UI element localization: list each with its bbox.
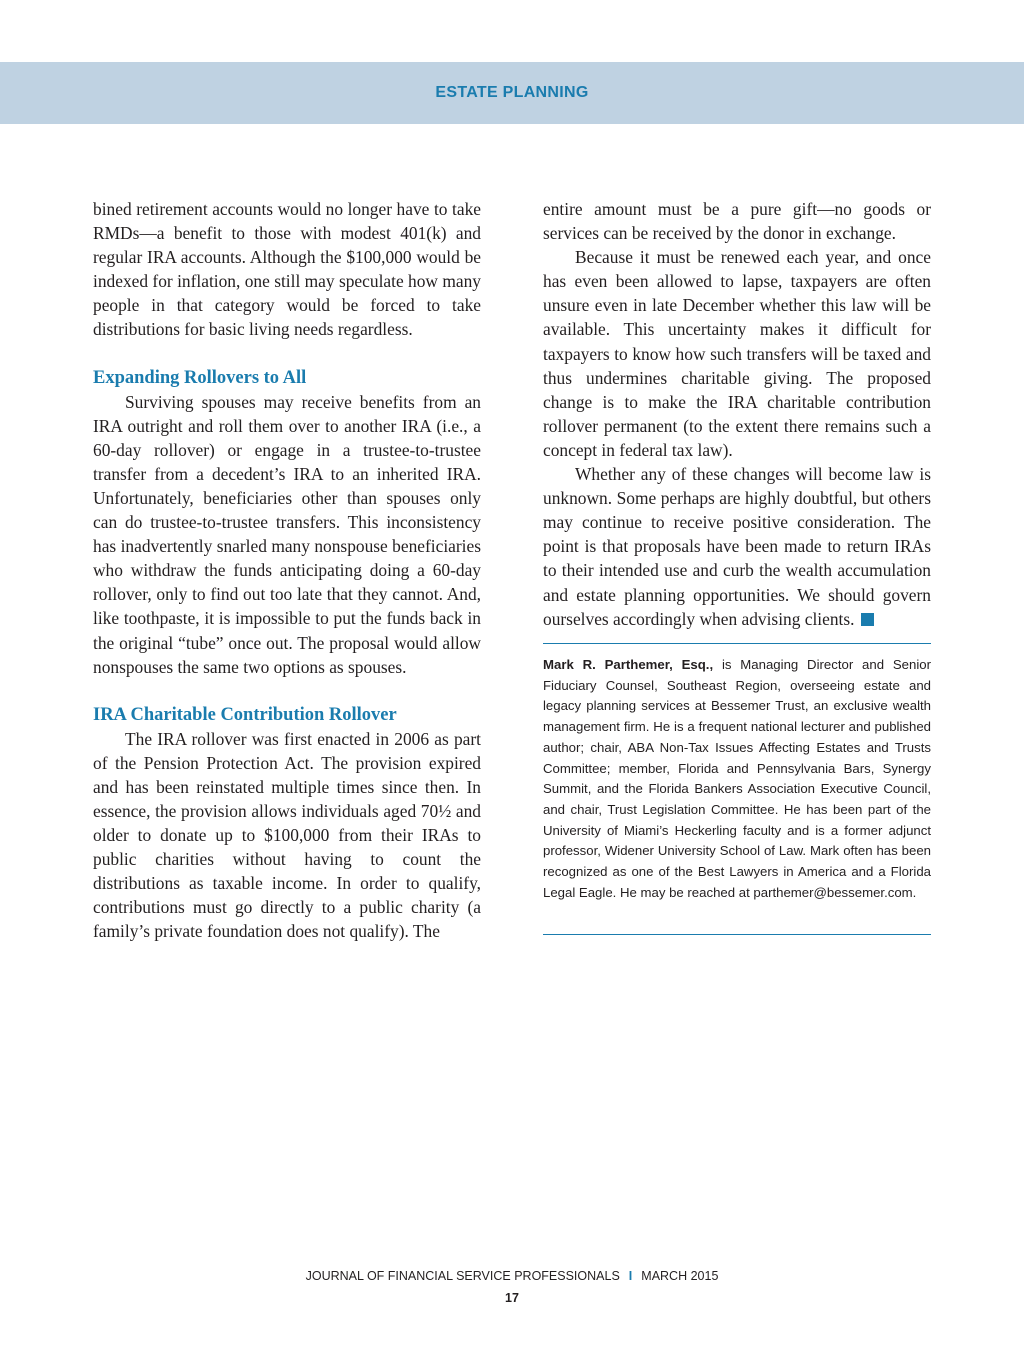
issue-date: MARCH 2015 [641,1269,719,1283]
right-column [543,197,931,631]
expanding-rollovers-paragraph: Surviving spouses may receive benefits from an IRA outright and roll them over to another IRA (i.e., a 60-day rollover) or engage in a trustee-to-trustee transfer from a decedent’s IRA to an inherited IRA. Unfortunately, beneficiaries other than spouses only can do trustee-to-trustee transfers. This inconsistency has inadvertently snarled many nonspouse beneficiaries who withdraw the funds anticipating doing a 60-day rollover, only to find out too late that they cannot. And, like toothpaste, it is impossible to put the funds back in the original “tube” once out. The proposal would allow nonspouses the same two options as spouses. [93,391,481,677]
conclusion-paragraph [543,462,931,631]
end-mark-icon [861,613,874,626]
ira-charitable-paragraph: The IRA rollover was first enacted in 2006 as part of the Pension Protection Act. The provision expired and has been reinstated multiple times since then. In essence, the provision allows individuals aged 70½ and older to donate up to $100,000 from their IRAs to public charities without having to count the distributions as taxable income. In order to qualify, contributions must go directly to a public charity (a family’s private foundation does not qualify). The [93,728,481,942]
author-name: Mark R. Parthemer, Esq., [543,657,714,672]
footer [0,1269,1024,1283]
continuation-paragraph: entire amount must be a pure gift—no goods or services can be received by the donor in exchange. [543,199,931,244]
author-bio-text: is Managing Director and Senior Fiduciary Counsel, Southeast Region, overseeing estate and legacy planning services at Bessemer Trust, an exclusive wealth management firm. He is a frequent national lecturer and published author; chair, ABA Non-Tax Issues Affecting Estates and Trusts Committee; member, Florida and Pennsylvania Bars, Synergy Summit, and the Florida Bankers Association Executive Council, and chair, Trust Legislation Committee. He has been part of the University of Miami’s Heckerling faculty and is a former adjunct professor, Widener University School of Law. Mark often has been recognized as one of the Best Lawyers in America and a Florida Legal Eagle. He may be reached at parthemer@bessemer.com. [543,657,931,900]
bio-top-rule [543,643,931,644]
bio-bottom-rule [543,934,931,935]
page-number: 17 [505,1291,519,1305]
journal-name: JOURNAL OF FINANCIAL SERVICE PROFESSIONALS [305,1269,620,1283]
section-heading-expanding-rollovers: Expanding Rollovers to All [93,367,307,388]
conclusion-text: Whether any of these changes will become law is unknown. Some perhaps are highly doubtful, but others may continue to receive positive consideration. The point is that proposals have been made to return IRAs to their intended use and curb the wealth accumulation and estate planning opportunities. We should govern ourselves accordingly when advising clients. [543,464,931,629]
section-label: ESTATE PLANNING [435,84,589,101]
section-heading-ira-charitable: IRA Charitable Contribution Rollover [93,704,397,725]
author-bio [543,655,931,903]
footer-separator: I [628,1269,633,1283]
intro-paragraph: bined retirement accounts would no longer have to take RMDs—a benefit to those with modest 401(k) and regular IRA accounts. Although the $100,000 would be indexed for inflation, one still may speculate how many people in that category would be forced to take distributions for basic living needs regardless. [93,199,481,340]
left-column [93,197,481,944]
renewal-paragraph: Because it must be renewed each year, and once has even been allowed to lapse, taxpayers are often unsure even in late December whether this law will be available. This uncertainty makes it difficult for taxpayers to know how such transfers will be taxed and thus undermines charitable giving. The proposed change is to make the IRA charitable contribution rollover permanent (to the extent there remains such a concept in federal tax law). [543,247,931,460]
